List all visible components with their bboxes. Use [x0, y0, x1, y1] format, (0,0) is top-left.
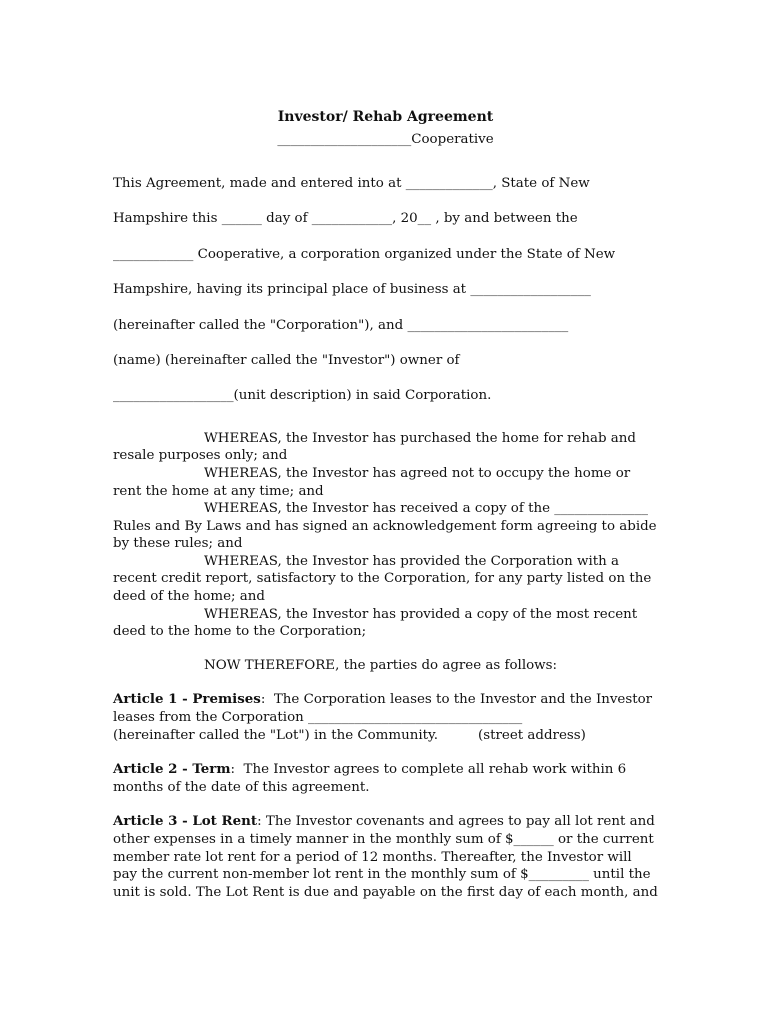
article-premises: Article 1 - Premises: The Corporation leases to the Investor and the Investor leases from the Corporation ________________________________ (hereinafter called the "Lot") in the Community. (street address) — [113, 691, 653, 743]
whereas-clauses — [113, 430, 658, 641]
article-body: The Investor covenants and agrees to pay all lot rent and other expenses in a timely manner in the monthly sum of $______ or the current member rate lot rent for a period of 12 months. Thereafter, the Investor will pay the current non-member lot rent in the monthly sum of $_________ until the unit is sold. The Lot Rent is due and payable on the first day of each month, and — [113, 814, 658, 900]
intro-line: This Agreement, made and entered into at _____________, State of New — [113, 176, 590, 191]
document-subtitle: ____________________Cooperative — [277, 132, 494, 147]
intro-line: ____________ Cooperative, a corporation organized under the State of New — [113, 246, 616, 262]
article-heading: Article 3 - Lot Rent — [113, 813, 258, 830]
whereas-clause: WHEREAS, the Investor has purchased the home for rehab and resale purposes only; and — [113, 430, 636, 464]
whereas-clause: WHEREAS, the Investor has provided a copy of the most recent deed to the home to the Corporation; — [113, 606, 638, 640]
intro-line: Hampshire, having its principal place of business at __________________ — [113, 282, 591, 298]
intro-line: (name) (hereinafter called the "Investor") owner of — [113, 352, 460, 368]
intro-line: Hampshire this ______ day of ____________, 20__ , by and between the — [113, 211, 578, 227]
document-title: Investor/ Rehab Agreement — [277, 109, 494, 125]
street-address-label: (street address) — [478, 727, 586, 743]
article-lot-rent: Article 3 - Lot Rent: The Investor covenants and agrees to pay all lot rent and other expenses in a timely manner in the monthly sum of $______ or the current member rate lot rent for a period of 12 months. Thereafter, the Investor will pay the current non-member lot rent in the monthly sum of $_________ until the unit is sold. The Lot Rent is due and payable on the first day of each month, and — [113, 813, 658, 900]
intro-line: __________________(unit description) in said Corporation. — [113, 388, 492, 404]
article-body: The Corporation leases to the Investor and the Investor leases from the Corporation ________________________________ — [113, 692, 653, 726]
now-therefore-clause: NOW THEREFORE, the parties do agree as follows: — [204, 657, 558, 673]
document-body — [113, 108, 658, 901]
whereas-clause: WHEREAS, the Investor has agreed not to occupy the home or rent the home at any time; and — [113, 465, 631, 499]
intro-line: (hereinafter called the "Corporation"), and ________________________ — [113, 317, 569, 333]
intro-paragraph — [113, 174, 658, 422]
article-body: (hereinafter called the "Lot") in the Community. — [113, 727, 439, 743]
whereas-clause: WHEREAS, the Investor has received a copy of the ______________ Rules and By Laws and has signed an acknowledgement form agreeing to abide by these rules; and — [113, 501, 657, 552]
article-body: The Investor agrees to complete all rehab work within 6 months of the date of this agreement. — [113, 762, 627, 795]
whereas-clause: WHEREAS, the Investor has provided the Corporation with a recent credit report, satisfactory to the Corporation, for any party listed on the deed of the home; and — [113, 553, 652, 605]
article-heading: Article 2 - Term — [113, 761, 231, 778]
article-term: Article 2 - Term: The Investor agrees to complete all rehab work within 6 months of the date of this agreement. — [113, 761, 627, 795]
article-heading: Article 1 - Premises — [113, 691, 261, 708]
